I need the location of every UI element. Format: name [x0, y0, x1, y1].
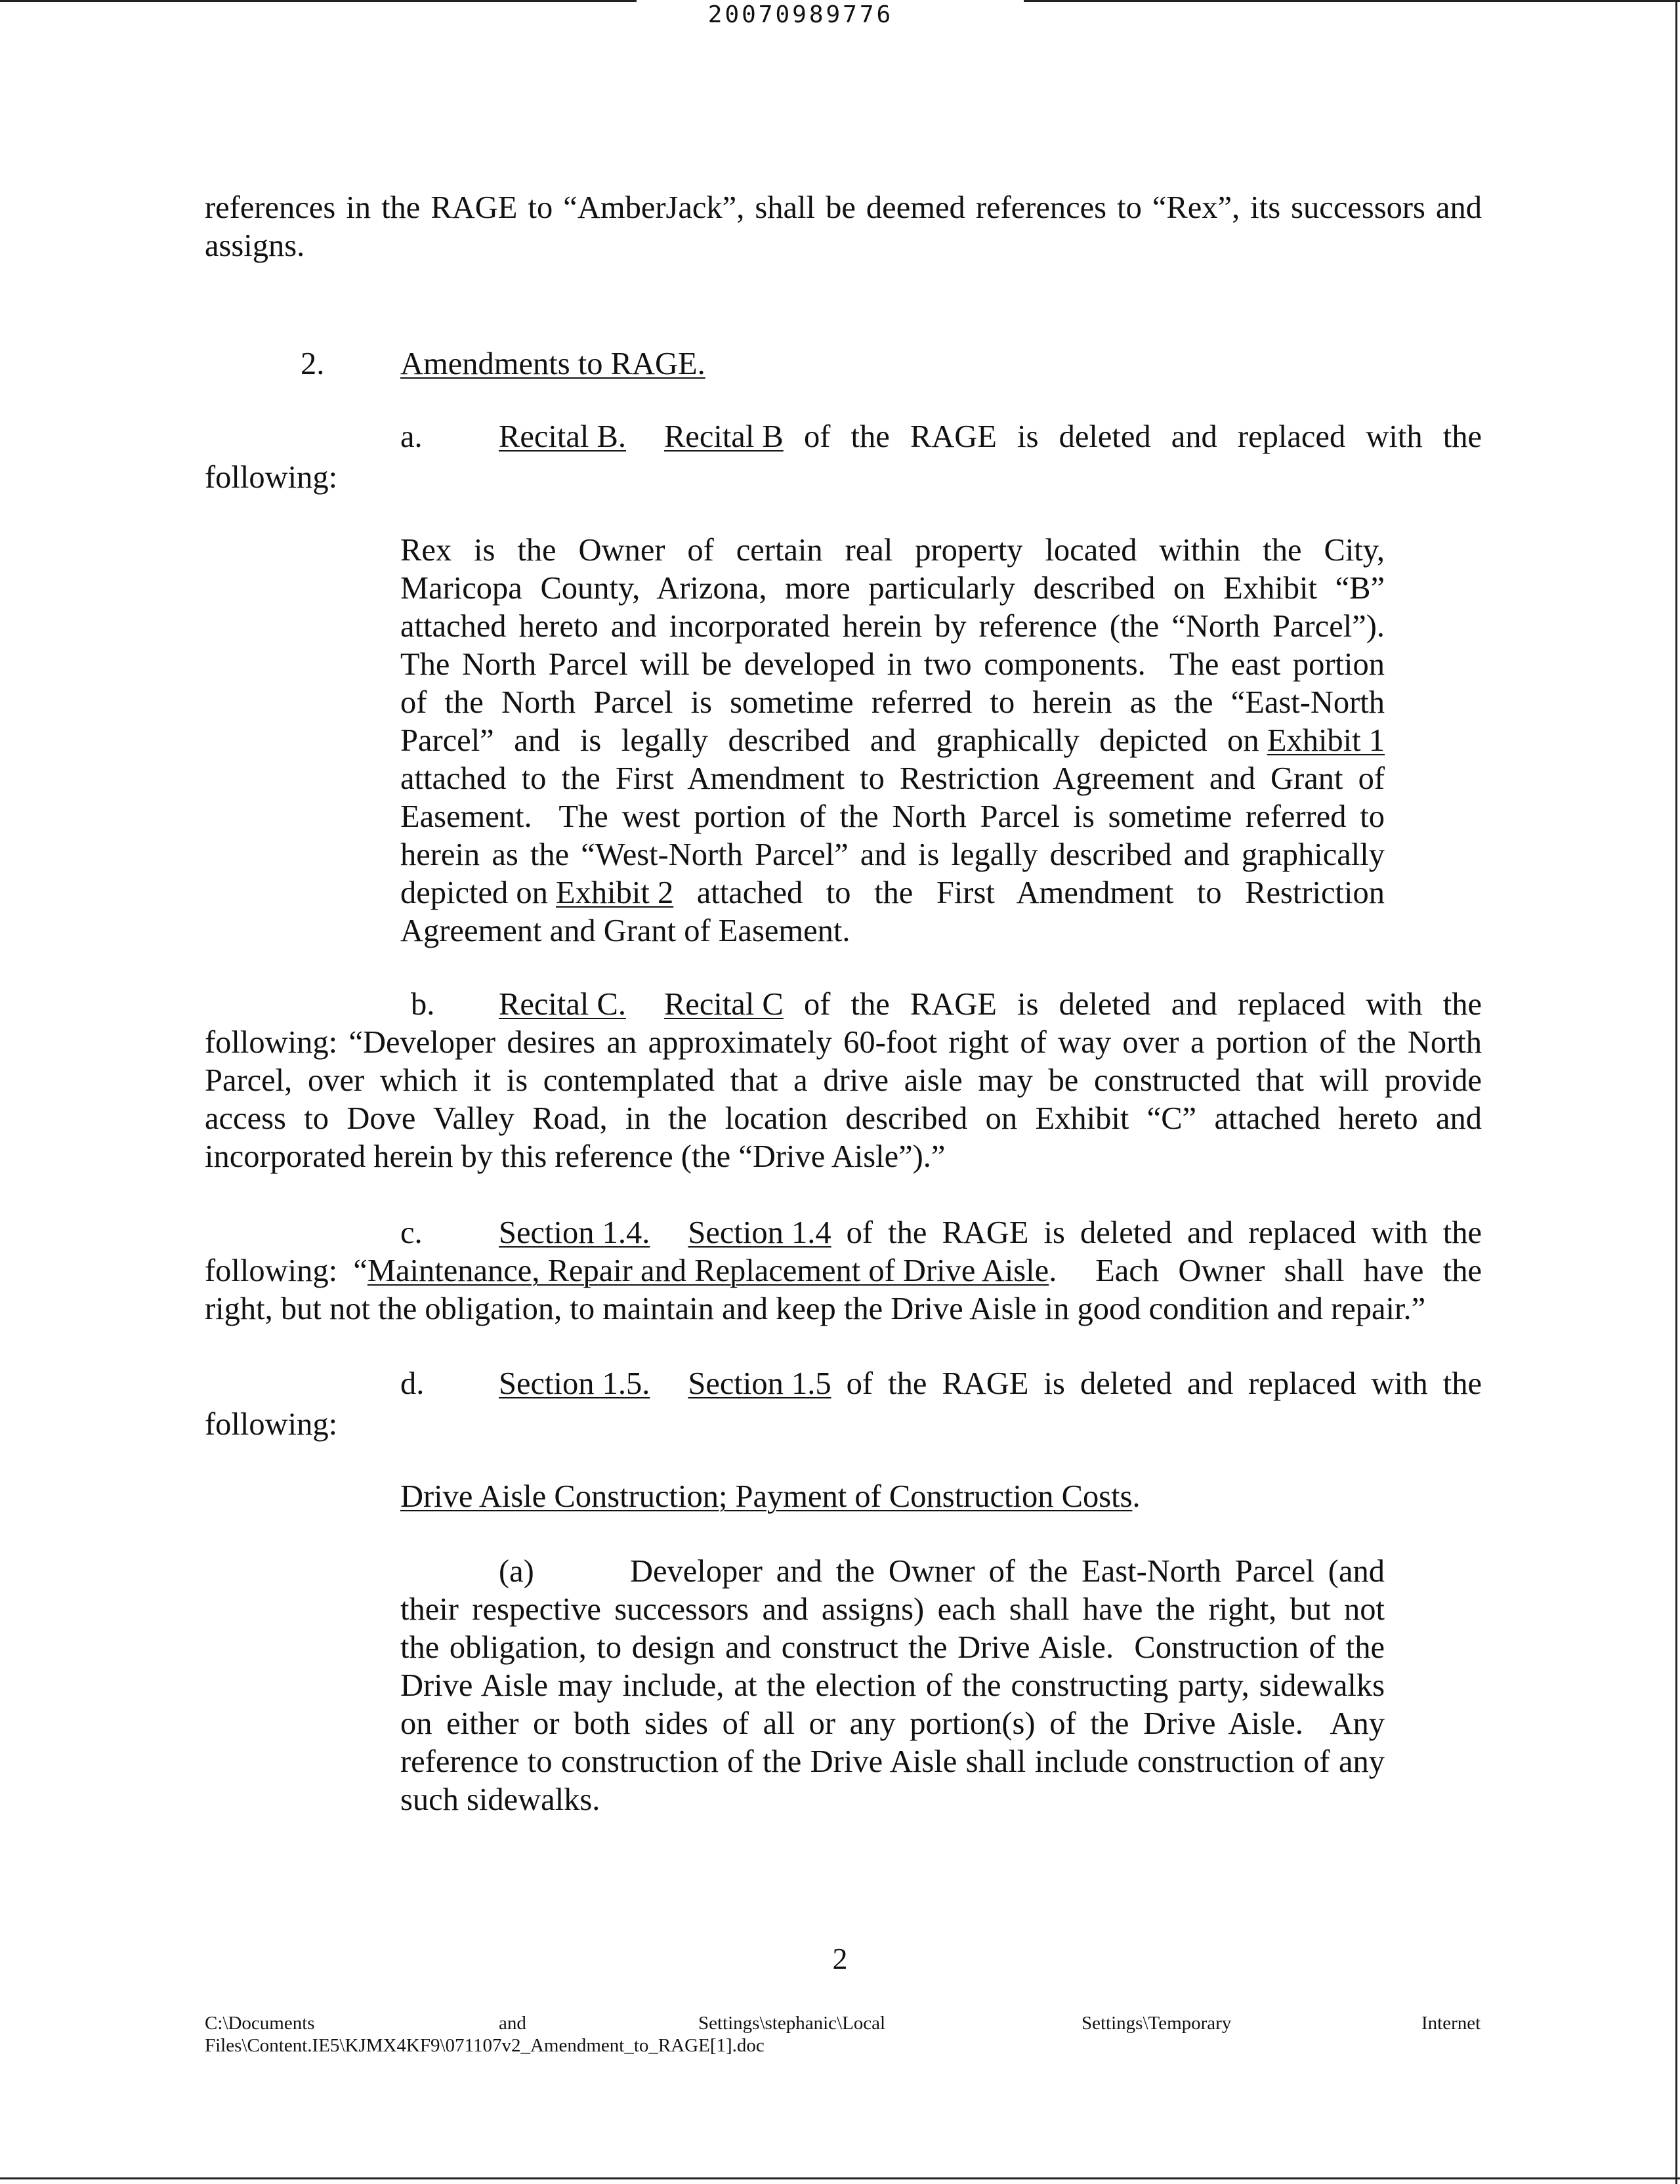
item-d-following: following: [205, 1407, 338, 1442]
item-b-line-3: Parcel, over which it is contemplated that a drive aisle may be constructed that will provide [205, 1063, 1482, 1098]
item-b-line [499, 986, 1482, 1024]
quote-text: Agreement and Grant of Easement. [400, 914, 850, 948]
item-c-line [499, 1214, 1482, 1252]
section-title: Amendments to RAGE. [400, 346, 705, 381]
para-a-line: on either or both sides of all or any portion(s) of the Drive Aisle. Any [400, 1706, 1385, 1741]
item-b-line-5: incorporated herein by this reference (the “Drive Aisle”).” [205, 1139, 946, 1174]
item-b-letter: b. [411, 987, 435, 1022]
item-b-line-2: following: “Developer desires an approximately 60-foot right of way over a portion of the North [205, 1025, 1482, 1060]
item-b-ref: Recital C [663, 987, 784, 1022]
quote-text: Rex is the Owner of certain real property located within the City, [400, 533, 1385, 568]
exhibit-reference: Exhibit 2 [556, 875, 674, 910]
footer-path-3: Settings\stephanic\Local [698, 2013, 886, 2034]
item-a-quote-line [400, 798, 1385, 836]
quote-text: herein as the “West-North Parcel” and is legally described and graphically [400, 837, 1385, 872]
scan-border-top-right [1024, 0, 1680, 2]
item-b-rest: of the RAGE is deleted and replaced with the [783, 987, 1482, 1022]
item-a-quote-line [400, 570, 1385, 608]
item-a-ref: Recital B [663, 419, 784, 454]
quote-text: of the North Parcel is sometime referred to herein as the “East-North [400, 685, 1385, 720]
footer-path-1: C:\Documents [205, 2013, 315, 2034]
item-c-rest: of the RAGE is deleted and replaced with the [831, 1215, 1482, 1250]
item-d-subheading [400, 1478, 1141, 1516]
footer-path-line-2: Files\Content.IE5\KJMX4KF9\071107v2_Amendment_to_RAGE[1].doc [205, 2035, 765, 2056]
item-d-ref: Section 1.5 [688, 1366, 831, 1401]
scan-border-right [1675, 0, 1677, 2184]
item-a-quote-line [400, 722, 1385, 760]
quote-text: Parcel” and is legally described and graphically depicted on [400, 723, 1267, 758]
item-c-ref: Section 1.4 [688, 1215, 831, 1250]
item-b-line-4: access to Dove Valley Road, in the location described on Exhibit “C” attached hereto and [205, 1101, 1482, 1136]
para-a-line: such sidewalks. [400, 1782, 600, 1817]
quote-text: depicted on [400, 875, 556, 910]
document-number: 20070989776 [707, 1, 894, 28]
para-a-line: their respective successors and assigns) each shall have the right, but not [400, 1592, 1385, 1627]
continuation-line-1: references in the RAGE to “AmberJack”, shall be deemed references to “Rex”, its successors and [205, 190, 1482, 225]
footer-path-4: Settings\Temporary [1082, 2013, 1232, 2034]
item-d-rest: of the RAGE is deleted and replaced with the [831, 1366, 1482, 1401]
item-a-following: following: [205, 460, 338, 495]
item-d-letter: d. [400, 1366, 425, 1401]
item-a-quote-line [400, 912, 1385, 950]
item-a-heading: Recital B. [499, 419, 626, 454]
item-a-letter: a. [400, 419, 423, 454]
item-d-subheading-period: . [1132, 1479, 1141, 1514]
item-a-line [499, 418, 1482, 456]
quote-text: Easement. The west portion of the North Parcel is sometime referred to [400, 799, 1385, 834]
item-a-rest: of the RAGE is deleted and replaced with the [783, 419, 1482, 454]
item-d-line [499, 1365, 1482, 1403]
item-a-quote-line [400, 684, 1385, 722]
para-a-line: reference to construction of the Drive Aisle shall include construction of any [400, 1744, 1385, 1779]
item-c-heading: Section 1.4. [499, 1215, 650, 1250]
scan-border-bottom [0, 2177, 1680, 2179]
quote-text: Maricopa County, Arizona, more particularly described on Exhibit “B” [400, 571, 1385, 606]
item-b-heading: Recital C. [499, 987, 626, 1022]
quote-text: attached hereto and incorporated herein by reference (the “North Parcel”). [400, 609, 1385, 644]
quote-text: attached to the First Amendment to Restriction [673, 875, 1385, 910]
scan-border-top-left [0, 0, 637, 2]
item-c-line-2-pre: following: “ [205, 1253, 368, 1288]
quote-text: The North Parcel will be developed in two components. The east portion [400, 647, 1385, 682]
item-d-subheading-text: Drive Aisle Construction; Payment of Construction Costs [400, 1479, 1133, 1514]
item-a-quote-line [400, 608, 1385, 646]
footer-path-2: and [499, 2013, 526, 2034]
para-a-line: Drive Aisle may include, at the election of the constructing party, sidewalks [400, 1668, 1385, 1703]
exhibit-reference: Exhibit 1 [1267, 723, 1385, 758]
footer-path-5: Internet [1421, 2013, 1481, 2034]
section-number: 2. [301, 346, 325, 381]
item-a-quote-line [400, 532, 1385, 570]
item-a-quote-line [400, 874, 1385, 912]
item-c-letter: c. [400, 1215, 423, 1250]
item-d-heading: Section 1.5. [499, 1366, 650, 1401]
item-c-line-2-title: Maintenance, Repair and Replacement of Drive Aisle [367, 1253, 1049, 1288]
item-c-line-2-post: . Each Owner shall have the [1049, 1253, 1482, 1288]
item-c-line-2 [205, 1252, 1482, 1290]
item-a-quote-line [400, 836, 1385, 874]
page-number: 2 [832, 1942, 848, 1975]
item-c-line-3: right, but not the obligation, to maintain and keep the Drive Aisle in good condition and repair.” [205, 1292, 1426, 1326]
continuation-line-2: assigns. [205, 228, 305, 263]
quote-text: attached to the First Amendment to Restriction Agreement and Grant of [400, 761, 1385, 796]
para-a-line: the obligation, to design and construct the Drive Aisle. Construction of the [400, 1630, 1385, 1665]
item-a-quote-line [400, 760, 1385, 798]
para-a-line: (a) Developer and the Owner of the East-North Parcel (and [499, 1554, 1385, 1589]
item-a-quote-line [400, 646, 1385, 684]
